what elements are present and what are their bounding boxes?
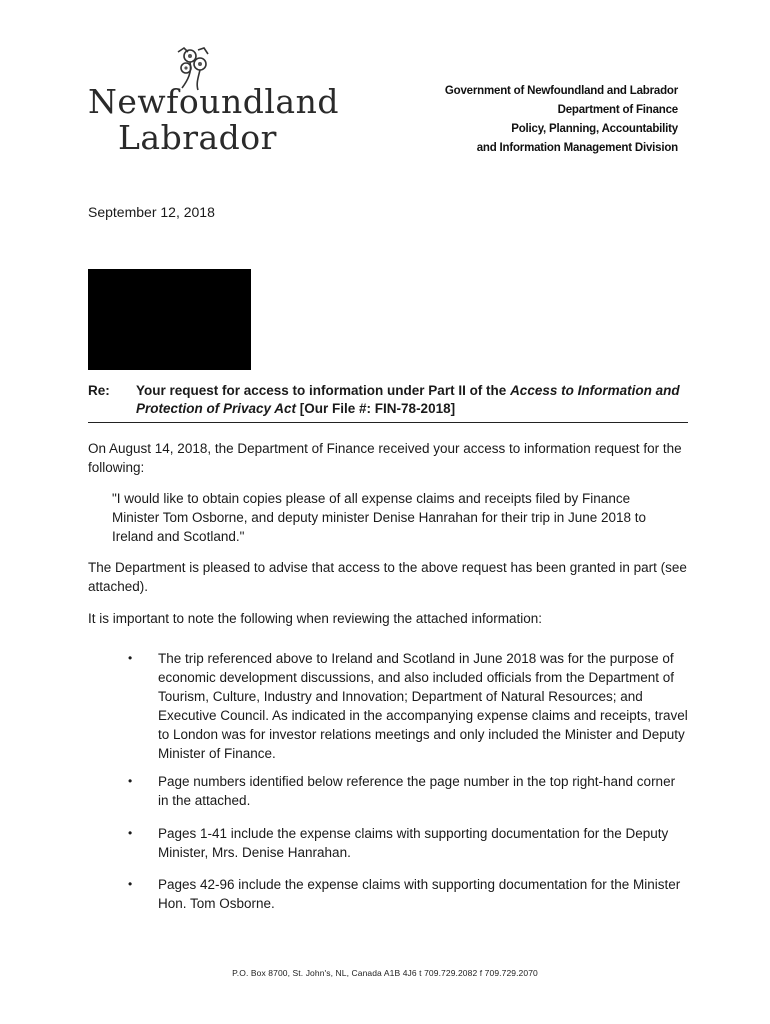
letter-date: September 12, 2018 — [88, 204, 215, 220]
granted-paragraph: The Department is pleased to advise that access to the above request has been granted in part (see attached). — [88, 560, 687, 594]
logo-text-newfoundland: Newfoundland — [88, 82, 339, 121]
note-paragraph: It is important to note the following when reviewing the attached information: — [88, 611, 543, 626]
letterhead-division-line1: Policy, Planning, Accountability — [511, 123, 678, 135]
bullet-icon: • — [128, 651, 133, 665]
list-item — [88, 649, 688, 763]
list-item — [88, 824, 688, 862]
list-item-text: The trip referenced above to Ireland and Scotland in June 2018 was for the purpose of economic development discussions, and also included officials from the Department of Tourism, Culture, Industry and Innovation; Department of Natural Resources; and Executive Council. As indicated in the accompanying expense claims and receipts, travel to London was for investor relations meetings and only included the Minister and Deputy Minister of Finance. — [158, 651, 688, 761]
request-quote: "I would like to obtain copies please of all expense claims and receipts filed by Finance Minister Tom Osborne, and deputy minister Denise Hanrahan for their trip in June 2018 to Ireland and Scotland." — [112, 491, 647, 544]
subject-act-name: Access to Information and Protection of Privacy Act — [136, 383, 680, 416]
letterhead-government: Government of Newfoundland and Labrador — [444, 85, 678, 97]
intro-paragraph: On August 14, 2018, the Department of Finance received your access to information request for the following: — [88, 441, 682, 475]
bullet-icon: • — [128, 877, 133, 891]
subject-text-before: Your request for access to information under Part II of the — [136, 383, 511, 398]
list-item-text: Pages 42-96 include the expense claims with supporting documentation for the Minister Hon. Tom Osborne. — [158, 877, 681, 911]
list-item — [88, 772, 688, 810]
bullet-icon: • — [128, 826, 133, 840]
letter-footer-address: P.O. Box 8700, St. John's, NL, Canada A1B 4J6 t 709.729.2082 f 709.729.2070 — [232, 968, 538, 978]
subject-line — [88, 382, 688, 423]
redacted-recipient-block — [88, 269, 251, 370]
subject-text — [136, 382, 688, 418]
government-logo — [88, 44, 339, 157]
bullet-icon: • — [128, 774, 133, 788]
list-item-text: Page numbers identified below reference the page number in the top right-hand corner in the attached. — [158, 774, 676, 808]
list-item — [88, 875, 688, 913]
list-item-text: Pages 1-41 include the expense claims with supporting documentation for the Deputy Minister, Mrs. Denise Hanrahan. — [158, 826, 669, 860]
letterhead-division-line2: and Information Management Division — [476, 142, 678, 154]
letterhead-department: Department of Finance — [557, 104, 678, 116]
letterhead-address-block — [338, 82, 678, 158]
subject-file-number: [Our File #: FIN-78-2018] — [296, 401, 456, 416]
subject-label: Re: — [88, 383, 110, 398]
logo-text-labrador: Labrador — [118, 118, 277, 157]
